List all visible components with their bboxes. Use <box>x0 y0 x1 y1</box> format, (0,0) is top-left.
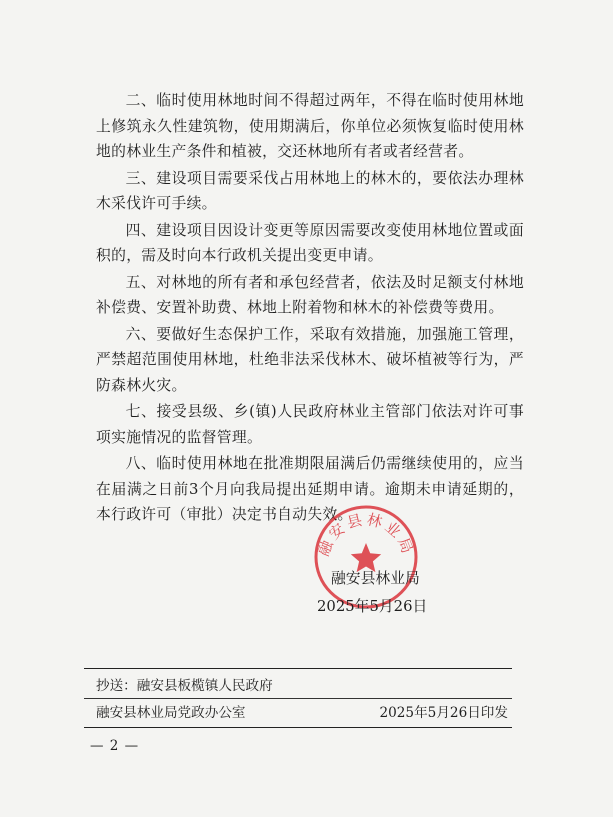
footer-rule-bottom <box>84 727 512 728</box>
paragraph-5: 五、对林地的所有者和承包经营者，依法及时足额支付林地补偿费、安置补助费、林地上附着物和林木的补偿费等费用。 <box>96 273 524 316</box>
footer-rule-top <box>84 668 512 669</box>
paragraph-7: 七、接受县级、乡(镇)人民政府林业主管部门依法对许可事项实施情况的监督管理。 <box>96 403 524 446</box>
page-number: — 2 — <box>90 738 140 754</box>
paragraph-2: 二、临时使用林地时间不得超过两年，不得在临时使用林地上修筑永久性建筑物，使用期满后，你单位必须恢复临时使用林地的林业生产条件和植被，交还林地所有者或者经营者。 <box>96 92 524 160</box>
print-date: 2025年5月26日印发 <box>379 705 508 721</box>
footer-rule-middle <box>84 698 512 699</box>
issuer-line <box>96 703 508 723</box>
paragraph-3: 三、建设项目需要采伐占用林地上的林木的，要依法办理林木采伐许可手续。 <box>96 169 524 212</box>
cc-line <box>96 676 508 696</box>
issuer-office: 融安县林业局党政办公室 <box>96 705 246 721</box>
paragraph-8: 八、临时使用林地在批准期限届满后仍需继续使用的，应当在届满之日前3个月向我局提出延期申请。逾期未申请延期的，本行政许可（审批）决定书自动失效。 <box>96 455 524 523</box>
cc-recipient: 融安县板榄镇人民政府 <box>136 678 273 694</box>
paragraph-4: 四、建设项目因设计变更等原因需要改变使用林地位置或面积的，需及时向本行政机关提出变更申请。 <box>96 221 524 264</box>
seal-text: 融安县林业局 <box>314 510 418 559</box>
body-text <box>96 88 524 529</box>
signature-block <box>317 566 428 620</box>
paragraph-6: 六、要做好生态保护工作，采取有效措施，加强施工管理，严禁超范围使用林地，杜绝非法采伐林木、破坏植被等行为，严防森林火灾。 <box>96 325 524 394</box>
cc-label: 抄送： <box>96 678 137 694</box>
signature-org: 融安县林业局 <box>331 570 420 587</box>
signature-date: 2025年5月26日 <box>317 598 428 615</box>
